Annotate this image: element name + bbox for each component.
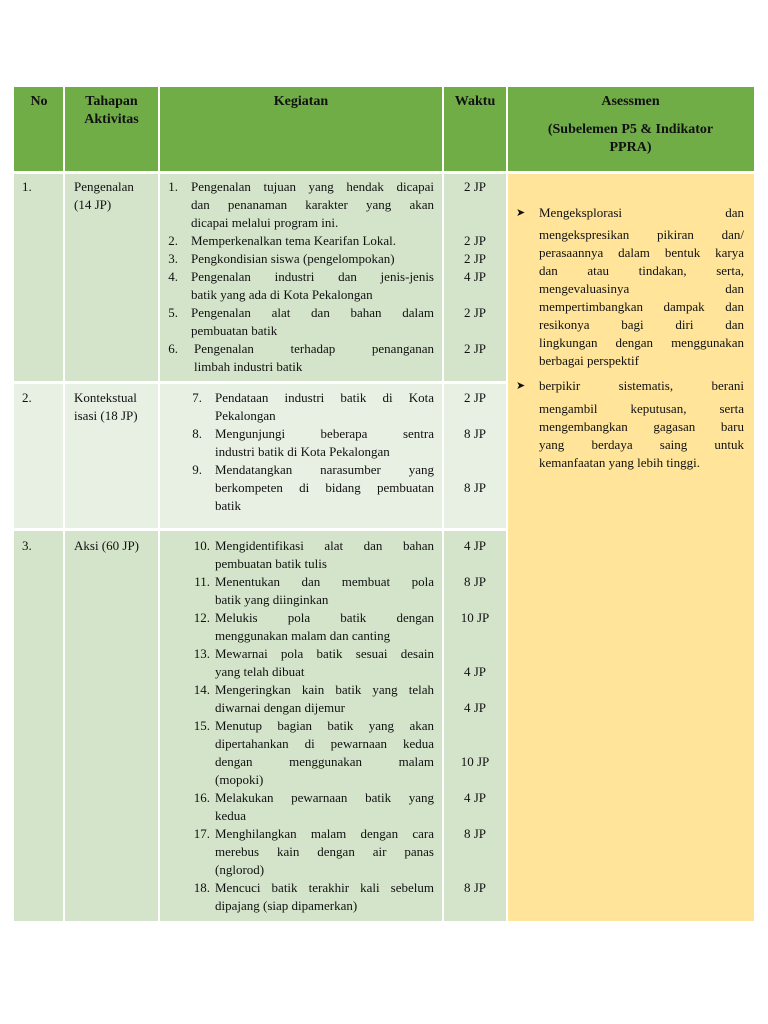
activity-16-number: 16. [193,790,210,805]
activity-17-line2: merebus kain dengan air panas [215,844,434,859]
activity-8-number: 8. [192,426,202,441]
time-4: 4 JP [463,269,487,284]
activity-7-number: 7. [192,390,202,405]
time-11: 8 JP [463,574,487,589]
activity-16-line1: Melakukan pewarnaan batik yang [215,790,434,805]
assessment-1-line8: lingkungan dengan menggunakan [539,335,744,350]
time-1: 2 JP [463,179,487,194]
header-asesmen-line2: (Subelemen P5 & Indikator [547,122,714,137]
activity-6-number: 6. [168,341,178,356]
activity-3-number: 3. [168,251,178,266]
activity-8-line1: Mengunjungi beberapa sentra [215,426,434,441]
activity-3-line1: Pengkondisian siswa (pengelompokan) [191,251,395,266]
header-tahapan-line1: Tahapan [85,94,138,109]
activity-9-number: 9. [192,462,202,477]
activity-11-line1: Menentukan dan membuat pola [215,574,434,589]
header-asesmen-line1: Asessmen [601,94,660,109]
activity-5-line2: pembuatan batik [191,323,278,338]
activity-1-line3: dicapai melalui program ini. [191,215,339,230]
assessment-2-line2: mengambil keputusan, serta [539,401,744,416]
header-tahapan [64,87,159,171]
assessment-1-line5: mengevaluasinya dan [539,281,744,296]
activity-5-number: 5. [168,305,178,320]
row2-stage-line1: Kontekstual [74,390,137,405]
assessment-1-line1: Mengeksplorasi dan [539,205,744,220]
activity-1-line2: dan penanaman karakter yang akan [191,197,434,212]
activity-1-line1: Pengenalan tujuan yang hendak dicapai [191,179,434,194]
activity-10-line2: pembuatan batik tulis [215,556,327,571]
activity-14-line2: diwarnai dengan dijemur [215,700,345,715]
activity-18-line2: dipajang (siap dipamerkan) [215,898,358,913]
time-13: 4 JP [463,664,487,679]
activity-12-number: 12. [193,610,210,625]
activity-9-line2: berkompeten di bidang pembuatan [215,480,434,495]
activity-13-line2: yang telah dibuat [215,664,305,679]
assessment-2-line3: mengembangkan gagasan baru [539,419,744,434]
header-asesmen-line3: PPRA) [609,140,652,155]
activity-8-line2: industri batik di Kota Pekalongan [215,444,390,459]
activity-7-line2: Pekalongan [215,408,276,423]
activity-6-line1: Pengenalan terhadap penanganan [194,341,434,356]
activity-16-line2: kedua [215,808,247,823]
activity-1-number: 1. [168,179,178,194]
time-7: 2 JP [463,390,487,405]
time-18: 8 JP [463,880,487,895]
time-10: 4 JP [463,538,487,553]
row1-no: 1. [22,179,32,194]
activity-14-number: 14. [193,682,210,697]
row1-stage-line2: (14 JP) [74,197,112,212]
activity-18-line1: Mencuci batik terakhir kali sebelum [215,880,434,895]
row3-no: 3. [22,538,32,553]
time-2: 2 JP [463,233,487,248]
activity-15-line3: dengan menggunakan malam [215,754,434,769]
activity-6-line2: limbah industri batik [194,359,303,374]
header-tahapan-line2: Aktivitas [84,112,139,127]
activity-15-line4: (mopoki) [215,772,264,787]
activity-11-line2: batik yang diinginkan [215,592,329,607]
activity-4-number: 4. [168,269,178,284]
assessment-2-line1: berpikir sistematis, berani [539,378,744,393]
header-waktu [443,87,507,171]
header-no [14,87,64,171]
activity-4-line2: batik yang ada di Kota Pekalongan [191,287,373,302]
time-14: 4 JP [463,700,487,715]
activity-17-line3: (nglorod) [215,862,265,877]
row3-stage-line1: Aksi (60 JP) [74,538,140,553]
row2-no: 2. [22,390,32,405]
activity-17-line1: Menghilangkan malam dengan cara [215,826,434,841]
assessment-2-line4: yang berdaya saing untuk [539,437,744,452]
time-17: 8 JP [463,826,487,841]
time-5: 2 JP [463,305,487,320]
activity-17-number: 17. [193,826,210,841]
row1-stage-line1: Pengenalan [74,179,134,194]
time-12: 10 JP [460,610,490,625]
time-6: 2 JP [463,341,487,356]
assessment-1-line4: dan atau tindakan, serta, [539,263,744,278]
activity-9-line1: Mendatangkan narasumber yang [215,462,434,477]
assessment-1-line3: perasaannya dalam bentuk karya [539,245,744,260]
time-9: 8 JP [463,480,487,495]
header-kegiatan [159,87,443,171]
assessment-2-line5: kemanfaatan yang lebih tinggi. [539,455,701,470]
activity-4-line1: Pengenalan industri dan jenis-jenis [191,269,434,284]
activity-9-line3: batik [215,498,241,513]
header-waktu-label: Waktu [454,94,496,109]
activity-2-line1: Memperkenalkan tema Kearifan Lokal. [191,233,397,248]
activity-5-line1: Pengenalan alat dan bahan dalam [191,305,434,320]
activity-12-line2: menggunakan malam dan canting [215,628,391,643]
activity-15-line1: Menutup bagian batik yang akan [215,718,434,733]
activity-7-line1: Pendataan industri batik di Kota [215,390,434,405]
header-no-label: No [30,94,48,109]
header-asesmen [507,87,754,171]
activity-15-line2: dipertahankan di pewarnaan kedua [215,736,434,751]
activity-18-number: 18. [193,880,210,895]
activity-13-number: 13. [193,646,210,661]
activity-10-line1: Mengidentifikasi alat dan bahan [215,538,434,553]
activity-12-line1: Melukis pola batik dengan [215,610,434,625]
time-16: 4 JP [463,790,487,805]
assessment-1-line7: resikonya bagi diri dan [539,317,744,332]
activity-2-number: 2. [168,233,178,248]
assessment-1-line6: mempertimbangkan dampak dan [539,299,744,314]
activity-13-line1: Mewarnai pola batik sesuai desain [215,646,434,661]
row2-stage-line2: isasi (18 JP) [74,408,138,423]
activity-table [14,87,754,921]
activity-15-number: 15. [193,718,210,733]
assessment-1-line9: berbagai perspektif [539,353,639,368]
header-kegiatan-label: Kegiatan [273,94,329,109]
bullet-arrow-icon: ➤ [516,207,526,219]
assessment-1-line2: mengekspresikan pikiran dan/ [539,227,744,242]
time-3: 2 JP [463,251,487,266]
time-15: 10 JP [460,754,490,769]
activity-10-number: 10. [193,538,210,553]
activity-11-number: 11. [194,574,210,589]
bullet-arrow-icon: ➤ [516,380,526,392]
activity-14-line1: Mengeringkan kain batik yang telah [215,682,434,697]
time-8: 8 JP [463,426,487,441]
